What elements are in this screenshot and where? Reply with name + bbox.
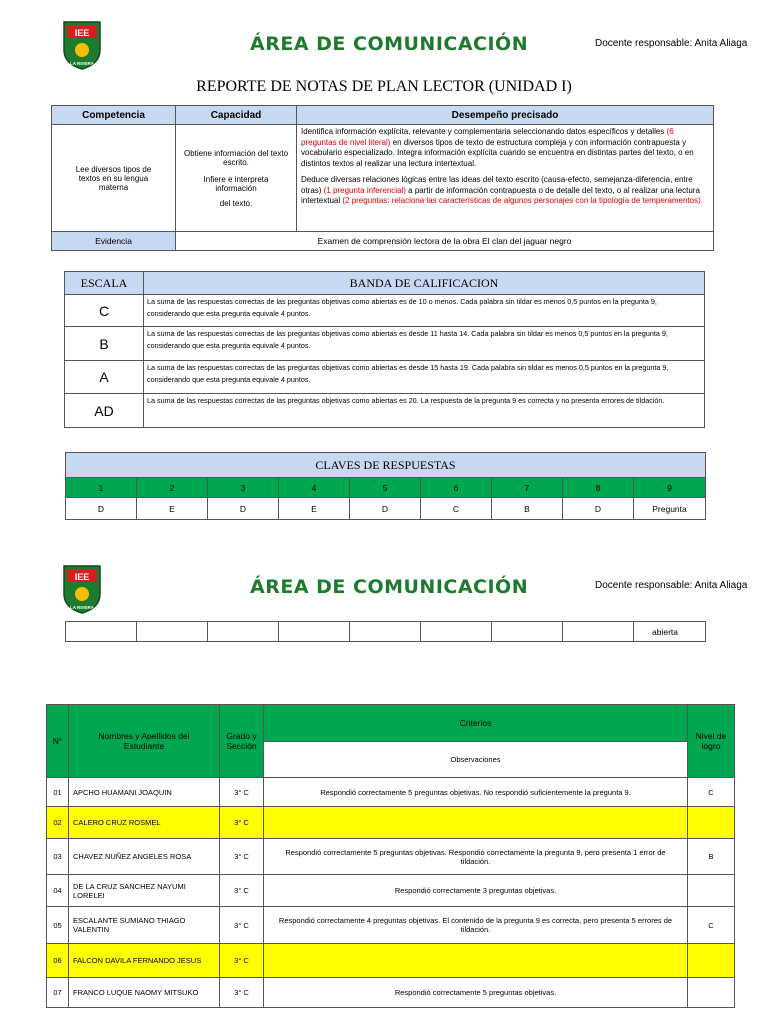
header-desempeno: Desempeño precisado	[297, 106, 714, 125]
header-capacidad: Capacidad	[176, 106, 297, 125]
student-grade: 3° C	[220, 875, 264, 907]
area-title: ÁREA DE COMUNICACIÓN	[250, 33, 529, 55]
desempeno-2-highlight: (1 pregunta inferencial)	[323, 185, 406, 195]
svg-text:IEE: IEE	[74, 28, 90, 38]
table-row	[47, 944, 735, 978]
scale-ad: AD	[65, 394, 144, 428]
clave-number: 6	[421, 478, 492, 498]
student-number: 02	[47, 807, 69, 839]
clave-number: 7	[492, 478, 563, 498]
student-nivel: C	[688, 778, 735, 807]
clave-answer: E	[279, 498, 350, 520]
student-name: APCHO HUAMANI JOAQUIN	[69, 778, 220, 807]
desempeno-2-text: Deduce diversas relaciones lógicas entre las ideas del texto escrito (causa-efecto, semejanza-diferencia, entre otras)	[301, 175, 693, 195]
table-row	[47, 778, 735, 807]
claves-title: CLAVES DE RESPUESTAS	[66, 453, 706, 478]
evidencia-text: Examen de comprensión lectora de la obra El clan del jaguar negro	[176, 232, 714, 251]
student-number: 01	[47, 778, 69, 807]
school-logo	[62, 564, 102, 614]
student-number: 04	[47, 875, 69, 907]
student-observation: Respondió correctamente 4 preguntas objetivas. El contenido de la pregunta 9 es correcta, pero presenta 5 errores de tildación.	[264, 907, 688, 944]
header-num: N°	[47, 705, 69, 778]
capacidad-cell	[176, 125, 297, 232]
table-row	[47, 978, 735, 1008]
area-title: ÁREA DE COMUNICACIÓN	[250, 576, 529, 598]
clave-cont	[492, 622, 563, 642]
student-number: 05	[47, 907, 69, 944]
student-nivel	[688, 944, 735, 978]
clave-answer: B	[492, 498, 563, 520]
clave-number: 3	[208, 478, 279, 498]
student-grade: 3° C	[220, 978, 264, 1008]
clave-number: 5	[350, 478, 421, 498]
student-nivel	[688, 807, 735, 839]
clave-answer: C	[421, 498, 492, 520]
school-logo	[62, 20, 102, 70]
scale-a-text: La suma de las respuestas correctas de las preguntas objetivas como abiertas es desde 15 hasta 19. Cada palabra sin tildar es menos 0,5 puntos en la pregunta 9, considerando que esta pregunta equivale 4 puntos.	[144, 361, 705, 394]
student-observation: Respondió correctamente 5 preguntas objetivas. Respondió correctamente la pregunta 9, pero presenta 1 error de tildación.	[264, 839, 688, 875]
student-name: DE LA CRUZ SANCHEZ NAYUMI LORELEI	[69, 875, 220, 907]
clave-number: 9	[634, 478, 706, 498]
clave-answer: D	[563, 498, 634, 520]
clave-cont	[208, 622, 279, 642]
student-name: CALERO CRUZ ROSMEL	[69, 807, 220, 839]
student-observation	[264, 807, 688, 839]
header-observaciones: Observaciones	[264, 742, 688, 778]
student-nivel: B	[688, 839, 735, 875]
student-grade: 3° C	[220, 839, 264, 875]
student-nivel	[688, 875, 735, 907]
header-competencia: Competencia	[52, 106, 176, 125]
table-row	[47, 875, 735, 907]
clave-number: 4	[279, 478, 350, 498]
student-observation	[264, 944, 688, 978]
scale-c-text: La suma de las respuestas correctas de las preguntas objetivas como abiertas es de 10 o menos. Cada palabra sin tildar es menos 0,5 puntos en la pregunta 9, considerando que esta pregunta equivale 4 puntos.	[144, 295, 705, 327]
competencia-cell: Lee diversos tipos de textos en su lengua materna	[52, 125, 176, 232]
scale-ad-text: La suma de las respuestas correctas de las preguntas objetivas como abiertas es 20. La respuesta de la pregunta 9 es correcta y no presenta errores de tildación.	[144, 394, 705, 428]
capacidad-line-1: Obtiene información del texto escrito.	[183, 148, 289, 167]
clave-cont	[421, 622, 492, 642]
svg-text:LA RIVERA: LA RIVERA	[69, 605, 95, 610]
clave-answer: D	[350, 498, 421, 520]
clave-answer: Pregunta	[634, 498, 706, 520]
clave-answer: D	[66, 498, 137, 520]
student-rows	[47, 778, 735, 1008]
svg-text:LA RIVERA: LA RIVERA	[69, 61, 95, 66]
table-row	[47, 839, 735, 875]
evidencia-label: Evidencia	[52, 232, 176, 251]
header-nivel: Nivel de logro	[688, 705, 735, 778]
student-observation: Respondió correctamente 5 preguntas objetivas.	[264, 978, 688, 1008]
clave-number: 1	[66, 478, 137, 498]
student-name: CHAVEZ NUÑEZ ANGELES ROSA	[69, 839, 220, 875]
claves-table	[65, 452, 706, 520]
desempeno-1-text: Identifica información explícita, relevante y complementaria seleccionando datos específicos y detalles	[301, 127, 667, 136]
svg-text:IEE: IEE	[74, 572, 90, 582]
header-criterios: Criterios	[264, 705, 688, 742]
header-escala: ESCALA	[65, 272, 144, 295]
desempeno-1-highlight: (6 preguntas de nivel literal)	[301, 127, 674, 147]
table-row	[47, 807, 735, 839]
clave-cont	[350, 622, 421, 642]
clave-cont	[563, 622, 634, 642]
students-table	[46, 704, 735, 1008]
desempeno-cell	[297, 125, 714, 232]
clave-number: 2	[137, 478, 208, 498]
header-name: Nombres y Apellidos del Estudiante	[69, 705, 220, 778]
scale-b-text: La suma de las respuestas correctas de las preguntas objetivas como abiertas es desde 11 hasta 14. Cada palabra sin tildar es menos 0,5 puntos en la pregunta 9, considerando que esta pregunta equivale 4 puntos.	[144, 327, 705, 361]
capacidad-line-3: del texto.	[219, 198, 253, 208]
clave-answer: D	[208, 498, 279, 520]
student-name: ESCALANTE SUMIANO THIAGO VALENTIN	[69, 907, 220, 944]
escala-table	[64, 271, 705, 428]
student-nivel: C	[688, 907, 735, 944]
competencia-table	[51, 105, 714, 251]
student-number: 06	[47, 944, 69, 978]
header-banda: BANDA DE CALIFICACION	[144, 272, 705, 295]
capacidad-line-2: Infiere e interpreta información	[203, 174, 269, 193]
student-grade: 3° C	[220, 778, 264, 807]
docente-label: Docente responsable: Anita Aliaga	[595, 38, 748, 49]
clave-cont	[137, 622, 208, 642]
clave-answer: E	[137, 498, 208, 520]
table-row	[47, 907, 735, 944]
student-nivel	[688, 978, 735, 1008]
desempeno-paragraph-2	[301, 175, 709, 207]
student-grade: 3° C	[220, 944, 264, 978]
student-grade: 3° C	[220, 807, 264, 839]
header-grade: Grado y Sección	[220, 705, 264, 778]
desempeno-2-text-mid: a partir de información contrapuesta o de detalle del texto, o al realizar una lectura intertextual	[301, 185, 700, 205]
desempeno-paragraph-1	[301, 127, 709, 169]
desempeno-1-text-end: en diversos tipos de texto de estructura compleja y con información contrapuesta y vocabulario especializado. Integra información explícita cuando se encuentra en distintas partes del texto, o en distintos textos al realizar una lectura intertextual.	[301, 137, 694, 168]
clave-cont: abierta	[634, 622, 706, 642]
scale-b: B	[65, 327, 144, 361]
claves-continuation	[65, 621, 706, 642]
student-name: FALCON DAVILA FERNANDO JESUS	[69, 944, 220, 978]
report-title: REPORTE DE NOTAS DE PLAN LECTOR (UNIDAD I)	[196, 78, 572, 95]
scale-c: C	[65, 295, 144, 327]
clave-cont	[279, 622, 350, 642]
student-grade: 3° C	[220, 907, 264, 944]
student-number: 03	[47, 839, 69, 875]
student-observation: Respondió correctamente 3 preguntas objetivas.	[264, 875, 688, 907]
student-name: FRANCO LUQUE NAOMY MITSUKO	[69, 978, 220, 1008]
scale-a: A	[65, 361, 144, 394]
docente-label: Docente responsable: Anita Aliaga	[595, 580, 748, 591]
clave-number: 8	[563, 478, 634, 498]
desempeno-2-highlight-2: (2 preguntas: relaciona las características de algunos personajes con la tipología de temperamentos).	[342, 196, 704, 205]
clave-cont	[66, 622, 137, 642]
student-number: 07	[47, 978, 69, 1008]
student-observation: Respondió correctamente 5 preguntas objetivas. No respondió suficientemente la pregunta 9.	[264, 778, 688, 807]
